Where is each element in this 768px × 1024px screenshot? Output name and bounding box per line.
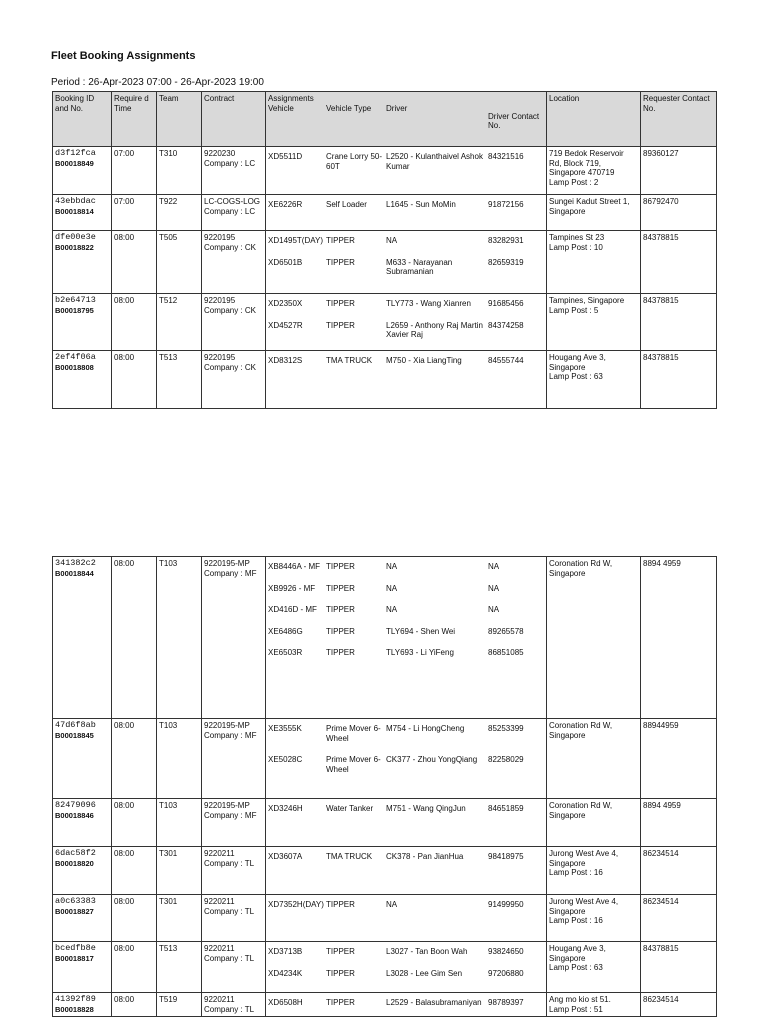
booking-cell: [53, 719, 112, 799]
location-cell: [547, 942, 641, 993]
contract-cell: 9220211 Company : TL: [202, 895, 266, 942]
header-booking: Booking ID and No.: [53, 92, 112, 147]
table-row: [53, 231, 717, 294]
booking-no: B00018845: [55, 730, 94, 740]
vehicle-type: TIPPER: [326, 968, 355, 978]
assignments-cell: [266, 719, 547, 799]
booking-cell: [53, 351, 112, 409]
vehicle-type: Prime Mover 6-Wheel: [326, 755, 381, 774]
table-row: [53, 557, 717, 719]
vehicle-type: TIPPER: [326, 236, 355, 245]
lamp-post: Lamp Post : 2: [549, 177, 599, 187]
table-row: [53, 993, 717, 1017]
assignment-row: [268, 627, 544, 637]
assignment-row: [268, 804, 544, 814]
time-cell: 08:00: [112, 799, 157, 847]
driver-contact: 89265578: [488, 626, 524, 636]
vehicle-number: XD8312S: [268, 356, 303, 365]
header-time: Require d Time: [112, 92, 157, 147]
location-cell: [547, 557, 641, 719]
assignments-cell: [266, 557, 547, 719]
booking-cell: [53, 231, 112, 294]
driver-name: M751 - Wang QingJun: [386, 804, 466, 813]
location-text: Tampines St 23: [549, 233, 605, 242]
header-team: Team: [157, 92, 202, 147]
contract-cell: 9220195 Company : CK: [202, 231, 266, 294]
location-cell: [547, 719, 641, 799]
contract-cell: 9220211 Company : TL: [202, 993, 266, 1017]
team-cell: T103: [157, 719, 202, 799]
lamp-post: Lamp Post : 16: [549, 868, 603, 877]
driver-name: TLY773 - Wang Xianren: [386, 299, 471, 308]
driver-name: L2529 - Balasubramaniyan: [386, 998, 482, 1007]
driver-name: L1645 - Sun MoMin: [386, 200, 456, 209]
vehicle-type: Crane Lorry 50-60T: [326, 152, 383, 171]
time-cell: 08:00: [112, 231, 157, 294]
assignment-row: [268, 947, 544, 957]
vehicle-type: TMA TRUCK: [326, 356, 373, 365]
vehicle-number: XE6486G: [268, 626, 303, 636]
booking-id: a0c63383: [55, 896, 96, 906]
location-cell: [547, 847, 641, 895]
header-contract: Contract: [202, 92, 266, 147]
assignment-row: [268, 648, 544, 658]
booking-no: B00018828: [55, 1004, 94, 1014]
location-text: Coronation Rd W, Singapore: [549, 721, 613, 740]
driver-name: M754 - Li HongCheng: [386, 724, 465, 733]
contract-cell: 9220211 Company : TL: [202, 847, 266, 895]
header-driver-contact: Driver Contact No.: [488, 111, 540, 130]
driver-contact: 84321516: [488, 152, 524, 161]
team-cell: T519: [157, 993, 202, 1017]
time-cell: 08:00: [112, 847, 157, 895]
table-body-page-1: [53, 147, 717, 409]
time-cell: 08:00: [112, 719, 157, 799]
driver-name: NA: [386, 583, 398, 593]
assignment-row: [268, 236, 544, 246]
contract-cell: 9220211 Company : TL: [202, 942, 266, 993]
header-requester: Requester Contact No.: [641, 92, 717, 147]
assignments-cell: [266, 895, 547, 942]
vehicle-type: TIPPER: [326, 900, 355, 909]
team-cell: T513: [157, 942, 202, 993]
driver-contact: 91685456: [488, 299, 524, 308]
driver-name: CK378 - Pan JianHua: [386, 852, 464, 861]
time-cell: 08:00: [112, 942, 157, 993]
vehicle-type: TIPPER: [326, 299, 355, 308]
vehicle-type: TIPPER: [326, 947, 355, 956]
vehicle-number: XE3555K: [268, 724, 302, 733]
header-assignments: [266, 92, 547, 147]
assignment-row: [268, 605, 544, 615]
booking-cell: [53, 895, 112, 942]
driver-name: NA: [386, 236, 398, 245]
location-text: 719 Bedok Reservoir Rd, Block 719, Singapore 470719: [549, 149, 624, 177]
booking-id: 47d6f8ab: [55, 720, 96, 730]
driver-contact: 84651859: [488, 804, 524, 813]
location-text: Coronation Rd W, Singapore: [549, 559, 613, 578]
header-location: Location: [547, 92, 641, 147]
lamp-post: Lamp Post : 10: [549, 242, 603, 252]
assignments-cell: [266, 294, 547, 351]
booking-no: B00018817: [55, 953, 94, 963]
driver-contact: NA: [488, 562, 500, 571]
contract-cell: 9220195-MP Company : MF: [202, 557, 266, 719]
driver-name: NA: [386, 605, 398, 614]
vehicle-type: TIPPER: [326, 583, 355, 593]
team-cell: T103: [157, 799, 202, 847]
driver-contact: 85253399: [488, 724, 524, 733]
vehicle-type: TIPPER: [326, 998, 355, 1007]
vehicle-number: XD4234K: [268, 968, 303, 978]
booking-id: b2e64713: [55, 295, 96, 305]
requester-contact: 86234514: [641, 895, 717, 942]
table-body-page-2: [53, 557, 717, 1017]
vehicle-type: TIPPER: [326, 626, 355, 636]
driver-name: TLY694 - Shen Wei: [386, 626, 456, 636]
requester-contact: 86234514: [641, 847, 717, 895]
driver-name: NA: [386, 562, 398, 571]
assignment-row: [268, 200, 544, 210]
assignments-cell: [266, 231, 547, 294]
assignment-row: [268, 584, 544, 594]
location-text: Hougang Ave 3, Singapore: [549, 944, 606, 963]
driver-name: TLY693 - Li YiFeng: [386, 648, 454, 657]
driver-name: L2520 - Kulanthaivel Ashok Kumar: [386, 152, 483, 171]
report-period: Period : 26-Apr-2023 07:00 - 26-Apr-2023 19:00: [51, 77, 264, 88]
vehicle-type: TIPPER: [326, 257, 355, 267]
location-text: Tampines, Singapore: [549, 296, 625, 305]
requester-contact: 86234514: [641, 993, 717, 1017]
vehicle-type: Self Loader: [326, 200, 367, 209]
booking-cell: [53, 942, 112, 993]
table-row: [53, 719, 717, 799]
time-cell: 08:00: [112, 294, 157, 351]
booking-no: B00018814: [55, 206, 94, 216]
table-row: [53, 847, 717, 895]
vehicle-number: XD416D - MF: [268, 605, 317, 614]
driver-name: M633 - Narayanan Subramanian: [386, 257, 453, 276]
requester-contact: 8894 4959: [641, 799, 717, 847]
driver-contact: 98418975: [488, 852, 524, 861]
vehicle-type: TIPPER: [326, 562, 355, 571]
lamp-post: Lamp Post : 63: [549, 963, 603, 972]
vehicle-type: TMA TRUCK: [326, 852, 373, 861]
report-title: Fleet Booking Assignments: [51, 50, 196, 62]
booking-no: B00018849: [55, 158, 94, 168]
assignments-cell: [266, 993, 547, 1017]
vehicle-number: XB9926 - MF: [268, 583, 316, 593]
booking-cell: [53, 847, 112, 895]
assignment-row: [268, 755, 544, 774]
vehicle-type: Water Tanker: [326, 804, 374, 813]
assignments-cell: [266, 195, 547, 231]
driver-contact: 98789397: [488, 998, 524, 1007]
driver-name: M750 - Xia LiangTing: [386, 356, 462, 365]
booking-cell: [53, 557, 112, 719]
time-cell: 08:00: [112, 895, 157, 942]
requester-contact: 84378815: [641, 351, 717, 409]
booking-id: dfe00e3e: [55, 232, 96, 242]
assignments-cell: [266, 351, 547, 409]
location-cell: [547, 351, 641, 409]
header-assignments-label: Assignments: [268, 94, 314, 103]
driver-contact: 91499950: [488, 900, 524, 909]
booking-id: 341382c2: [55, 558, 96, 568]
table-row: [53, 351, 717, 409]
requester-contact: 84378815: [641, 294, 717, 351]
vehicle-number: XD4527R: [268, 320, 303, 330]
location-cell: [547, 294, 641, 351]
assignment-row: [268, 852, 544, 862]
assignment-row: [268, 724, 544, 743]
location-cell: [547, 895, 641, 942]
requester-contact: 84378815: [641, 231, 717, 294]
vehicle-number: XE6503R: [268, 648, 303, 657]
vehicle-number: XD6501B: [268, 257, 303, 267]
driver-name: NA: [386, 900, 398, 909]
team-cell: T512: [157, 294, 202, 351]
assignment-row: [268, 356, 544, 366]
booking-cell: [53, 799, 112, 847]
time-cell: 08:00: [112, 993, 157, 1017]
booking-no: B00018795: [55, 305, 94, 315]
table-header-row: [53, 92, 717, 147]
bookings-table-page-1: [52, 91, 717, 409]
vehicle-type: TIPPER: [326, 605, 355, 614]
contract-cell: 9220195-MP Company : MF: [202, 719, 266, 799]
lamp-post: Lamp Post : 51: [549, 1004, 603, 1014]
requester-contact: 8894 4959: [641, 557, 717, 719]
requester-contact: 86792470: [641, 195, 717, 231]
booking-id: 43ebbdac: [55, 196, 96, 206]
assignment-row: [268, 900, 544, 910]
booking-id: bcedfb8e: [55, 943, 96, 953]
driver-name: L2659 - Anthony Raj Martin Xavier Raj: [386, 320, 483, 339]
booking-id: d3f12fca: [55, 148, 96, 158]
booking-no: B00018844: [55, 568, 94, 578]
location-cell: [547, 993, 641, 1017]
booking-cell: [53, 195, 112, 231]
contract-cell: 9220230 Company : LC: [202, 147, 266, 195]
driver-name: L3028 - Lee Gim Sen: [386, 968, 463, 978]
booking-id: 82479096: [55, 800, 96, 810]
contract-cell: 9220195-MP Company : MF: [202, 799, 266, 847]
location-text: Jurong West Ave 4, Singapore: [549, 849, 619, 868]
contract-cell: 9220195 Company : CK: [202, 351, 266, 409]
assignment-row: [268, 969, 544, 979]
booking-no: B00018808: [55, 362, 94, 372]
assignments-cell: [266, 847, 547, 895]
header-driver: Driver: [386, 103, 408, 113]
time-cell: 08:00: [112, 557, 157, 719]
vehicle-number: XD7352H(DAY): [268, 900, 324, 909]
driver-contact: 83282931: [488, 236, 524, 245]
requester-contact: 89360127: [641, 147, 717, 195]
booking-no: B00018827: [55, 906, 94, 916]
driver-contact: NA: [488, 583, 500, 593]
driver-name: CK377 - Zhou YongQiang: [386, 755, 478, 764]
header-vehicle-type: Vehicle Type: [326, 103, 372, 113]
vehicle-type: TIPPER: [326, 320, 355, 330]
location-cell: [547, 799, 641, 847]
location-cell: [547, 147, 641, 195]
time-cell: 07:00: [112, 147, 157, 195]
vehicle-type: Prime Mover 6-Wheel: [326, 724, 381, 743]
team-cell: T301: [157, 895, 202, 942]
table-row: [53, 895, 717, 942]
driver-contact: 86851085: [488, 648, 524, 657]
team-cell: T310: [157, 147, 202, 195]
time-cell: 08:00: [112, 351, 157, 409]
vehicle-number: XD2350X: [268, 299, 303, 308]
driver-contact: 84374258: [488, 320, 524, 330]
assignments-cell: [266, 147, 547, 195]
booking-no: B00018822: [55, 242, 94, 252]
vehicle-number: XE5028C: [268, 755, 303, 764]
header-vehicle: Vehicle: [268, 103, 294, 113]
vehicle-number: XD3246H: [268, 804, 303, 813]
assignments-cell: [266, 799, 547, 847]
booking-no: B00018820: [55, 858, 94, 868]
bookings-table-page-2: [52, 556, 717, 1017]
vehicle-number: XD3713B: [268, 947, 303, 956]
vehicle-type: TIPPER: [326, 648, 355, 657]
driver-contact: NA: [488, 605, 500, 614]
requester-contact: 84378815: [641, 942, 717, 993]
location-cell: [547, 195, 641, 231]
team-cell: T505: [157, 231, 202, 294]
booking-no: B00018846: [55, 810, 94, 820]
driver-contact: 91872156: [488, 200, 524, 209]
lamp-post: Lamp Post : 63: [549, 372, 603, 381]
assignment-row: [268, 258, 544, 277]
team-cell: T103: [157, 557, 202, 719]
booking-cell: [53, 993, 112, 1017]
driver-contact: 82659319: [488, 257, 524, 267]
booking-id: 2ef4f06a: [55, 352, 96, 362]
location-text: Hougang Ave 3, Singapore: [549, 353, 606, 372]
vehicle-number: XD1495T(DAY): [268, 236, 323, 245]
location-cell: [547, 231, 641, 294]
vehicle-number: XD3607A: [268, 852, 303, 861]
contract-cell: 9220195 Company : CK: [202, 294, 266, 351]
assignment-row: [268, 321, 544, 340]
table-row: [53, 294, 717, 351]
vehicle-number: XD5511D: [268, 152, 303, 161]
assignments-cell: [266, 942, 547, 993]
location-text: Ang mo kio st 51.: [549, 995, 611, 1004]
driver-contact: 82258029: [488, 755, 524, 764]
team-cell: T301: [157, 847, 202, 895]
table-row: [53, 195, 717, 231]
team-cell: T513: [157, 351, 202, 409]
contract-cell: LC-COGS-LOG Company : LC: [202, 195, 266, 231]
assignment-row: [268, 299, 544, 309]
driver-contact: 93824650: [488, 947, 524, 956]
assignment-row: [268, 562, 544, 572]
location-text: Jurong West Ave 4, Singapore: [549, 897, 619, 916]
assignment-row: [268, 152, 544, 171]
booking-cell: [53, 147, 112, 195]
lamp-post: Lamp Post : 16: [549, 916, 603, 925]
requester-contact: 88944959: [641, 719, 717, 799]
team-cell: T922: [157, 195, 202, 231]
driver-contact: 97206880: [488, 968, 524, 978]
vehicle-number: XB8446A - MF: [268, 562, 321, 571]
driver-contact: 84555744: [488, 356, 524, 365]
booking-id: 41392f89: [55, 994, 96, 1004]
vehicle-number: XD6508H: [268, 998, 303, 1007]
lamp-post: Lamp Post : 5: [549, 305, 599, 315]
table-row: [53, 799, 717, 847]
vehicle-number: XE6226R: [268, 200, 303, 209]
location-text: Sungei Kadut Street 1, Singapore: [549, 197, 630, 216]
location-text: Coronation Rd W, Singapore: [549, 801, 613, 820]
table-row: [53, 147, 717, 195]
driver-name: L3027 - Tan Boon Wah: [386, 947, 468, 956]
booking-cell: [53, 294, 112, 351]
assignment-row: [268, 998, 544, 1008]
time-cell: 07:00: [112, 195, 157, 231]
table-row: [53, 942, 717, 993]
booking-id: 6dac58f2: [55, 848, 96, 858]
